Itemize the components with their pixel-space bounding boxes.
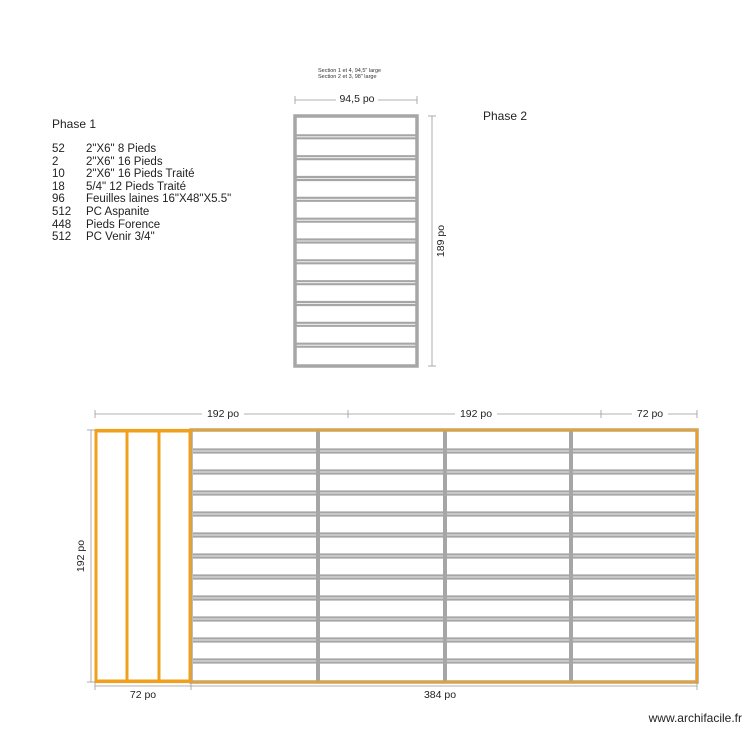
small-frame [295, 116, 417, 366]
section-note-1: Section 1 et 4, 94,5" large [318, 68, 382, 74]
material-qty: 96 [52, 193, 65, 206]
material-qty: 512 [52, 205, 72, 218]
material-desc: 2"X6" 16 Pieds [86, 155, 163, 168]
material-desc: 2"X6" 16 Pieds Traité [86, 168, 195, 181]
phase-1-title: Phase 1 [52, 117, 97, 131]
material-qty: 18 [52, 180, 65, 193]
material-desc: Pieds Forence [86, 218, 161, 231]
phase-2-title: Phase 2 [483, 109, 528, 123]
dim-label-top-left: 192 po [206, 408, 240, 420]
material-desc: PC Venir 3/4" [86, 231, 155, 244]
large-frame-orange-section [96, 431, 190, 681]
material-desc: Feuilles laines 16"X48"X5.5" [86, 193, 232, 206]
large-frame [96, 430, 697, 682]
dimension-lines [87, 96, 697, 690]
dim-label-bottom-left: 72 po [129, 689, 157, 701]
dim-label-bottom-right: 384 po [423, 689, 457, 701]
large-frame-orange-outline [96, 430, 697, 682]
dim-label-small-height: 189 po [435, 224, 447, 258]
material-qty: 2 [52, 155, 59, 168]
material-qty: 448 [52, 218, 72, 231]
material-qty: 52 [52, 143, 65, 155]
material-desc: 2"X6" 8 Pieds [86, 143, 157, 155]
dim-label-small-width: 94,5 po [339, 93, 375, 105]
material-qty: 10 [52, 168, 65, 181]
dim-label-left: 192 po [75, 539, 87, 573]
watermark: www.archifacile.fr [648, 711, 742, 725]
dim-label-top-right: 72 po [636, 408, 664, 420]
dim-label-top-mid: 192 po [459, 408, 493, 420]
material-desc: 5/4" 12 Pieds Traité [86, 180, 186, 193]
material-qty: 512 [52, 231, 72, 244]
small-frame-outline [295, 116, 417, 366]
material-desc: PC Aspanite [86, 205, 150, 218]
section-note-2: Section 2 et 3, 98" large [318, 74, 377, 80]
